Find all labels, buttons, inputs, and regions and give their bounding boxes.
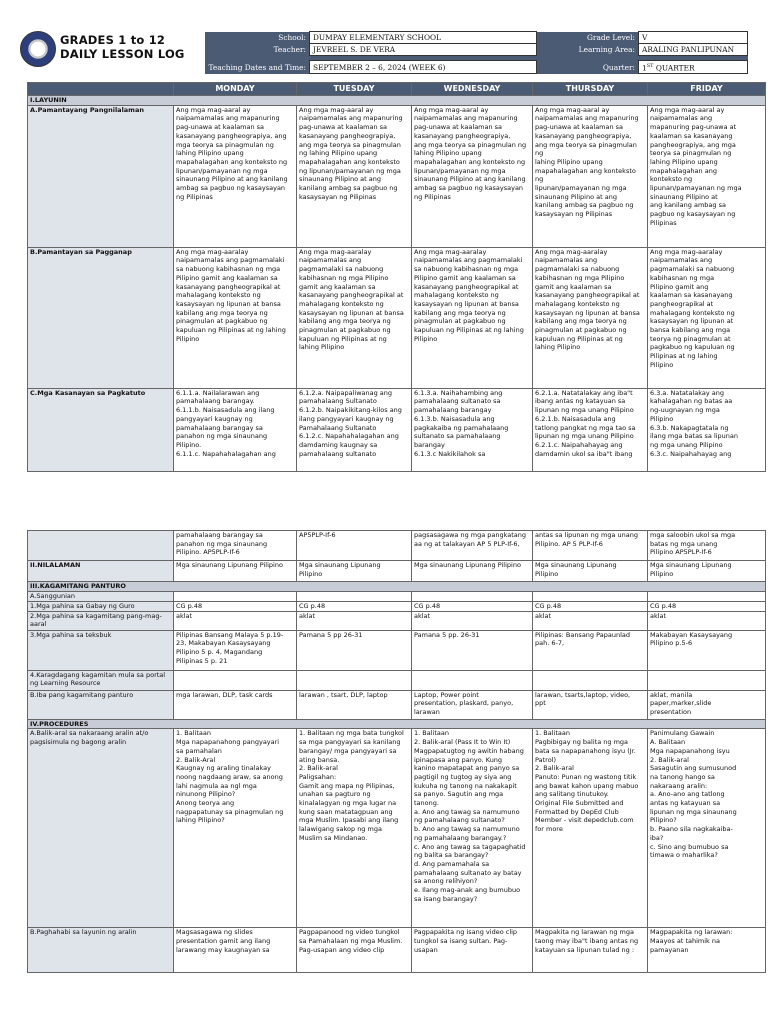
cell: Pilipinas: Bansang Papaunlad pah. 6-7, bbox=[533, 630, 648, 670]
cell: CG p.48 bbox=[533, 601, 648, 611]
header-info-grid bbox=[205, 31, 748, 74]
cell: Ang mga mag-aaralay naipamamalas ang pagmamalaki sa nabuong kabihasnan ng mga Pilipino gamit ang kaalaman sa kasanayang pangheograpikal at mahalagang konteksto ng kasaysayan ng lipunan at bansa kabilang ang mga teorya ng pinagmulan at pagkabuo ng kapuluan ng Pilipinas at ng lahing Pilipino bbox=[648, 247, 766, 388]
cell: larawan, tsarts,laptop, video, ppt bbox=[533, 690, 648, 719]
cell: Mga sinaunang Lipunang Pilipino bbox=[648, 561, 766, 582]
deped-seal-icon bbox=[20, 31, 56, 67]
cell: antas sa lipunan ng mga unang Pilipino. AP 5 PLP-If-6 bbox=[533, 531, 648, 561]
cell: Ang mga mag-aaral ay naipamamalas ang mapanuring pag-unawa at kaalaman sa kasanayang pangheograpiya, ang mga teorya sa pinagmulan ng lahing Pilipino upang mapahalagahan ang konteksto ng lipunan/pamayanan ng mga sinaunang Pilipino at ang kanilang ambag sa pagbuo ng kasaysayan ng Pilipinas bbox=[648, 105, 766, 247]
cell: Ang mga mag-aaral ay naipamamalas ang mapanuring pag-unawa at kaalaman sa kasanayang pangheograpiya, ang mga teorya sa pinagmulan ng lahing Pilipino upang mapahalagahan ang konteksto ng lipunan/pamayanan ng mga sinaunang Pilipino at ang kanilang ambag sa pagbuo ng kasaysayan ng Pilipinas bbox=[174, 105, 297, 247]
cell: 1. Balitaan Mga napapanahong pangyayari sa pamahalan 2. Balik-Aral Kaugnay ng araling tinalakay noong nagdaang araw, sa anong lahi nagmula aa ngl mga ninunong Pilipino? Anong teorya ang nagpapatunay sa pinagmulan ng lahing Pilipino? bbox=[174, 729, 297, 928]
row-balik-aral bbox=[28, 729, 766, 928]
page-1 bbox=[0, 0, 768, 484]
cell: 6.2.1.a. Natatalakay ang iba"t ibang antas ng katayuan sa lipunan ng mga unang Pilipino 6.2.1.b. Naisasadula ang tatlong pangkat ng mga tao sa lipunan ng mga unang Pilipino 6.2.1.c. Naipahahayag ang damdamin ukol sa iba"t ibang bbox=[533, 388, 648, 471]
cell: aklat, manila paper,marker,slide presentation bbox=[648, 690, 766, 719]
row-label: B.Paghahabi sa layunin ng aralin bbox=[28, 928, 174, 973]
cell: mga larawan, DLP, task cards bbox=[174, 690, 297, 719]
school-value: DUMPAY ELEMENTARY SCHOOL bbox=[310, 32, 537, 44]
row-label: 1.Mga pahina sa Gabay ng Guro bbox=[28, 601, 174, 611]
dates-value: SEPTEMBER 2 – 6, 2024 (WEEK 6) bbox=[310, 61, 537, 74]
day-wednesday: WEDNESDAY bbox=[412, 83, 533, 96]
grade-value: V bbox=[639, 32, 748, 44]
cell: aklat bbox=[533, 611, 648, 630]
cell: Pagpapakita ng isang video clip tungkol sa isang sultan. Pag- usapan bbox=[412, 928, 533, 973]
row-label bbox=[28, 531, 174, 561]
day-friday: FRIDAY bbox=[648, 83, 766, 96]
cell: pamahalaang barangay sa panahon ng mga sinaunang Pilipino. AP5PLP-If-6 bbox=[174, 531, 297, 561]
section-procedures: IV.PROCEDURES bbox=[28, 719, 766, 729]
cell: AP5PLP-If-6 bbox=[297, 531, 412, 561]
row-label: 3.Mga pahina sa teksbuk bbox=[28, 630, 174, 670]
cell: CG p.48 bbox=[648, 601, 766, 611]
cell: Mga sinaunang Lipunang Pilipino bbox=[412, 561, 533, 582]
quarter-value: 1ST QUARTER bbox=[639, 61, 748, 74]
row-label: A.Sanggunian bbox=[28, 591, 174, 601]
row-label: B.Iba pang kagamitang panturo bbox=[28, 690, 174, 719]
cell: Pamana 5 pp. 26-31 bbox=[412, 630, 533, 670]
cell: Mga sinaunang Lipunang Pilipino bbox=[297, 561, 412, 582]
section-layunin: I.LAYUNIN bbox=[28, 96, 766, 106]
row-kasanayan-sa-pagkatuto bbox=[28, 388, 766, 471]
cell: Magsasagawa ng slides presentation gamit ang ilang larawang may kaugnayan sa bbox=[174, 928, 297, 973]
teacher-label: Teacher: bbox=[205, 44, 310, 56]
section-kagamitang-panturo: III.KAGAMITANG PANTURO bbox=[28, 582, 766, 592]
cell: 6.1.3.a. Naihahambing ang pamahalaang sultanato sa pamahalaang barangay 6.1.3.b. Naisasadula ang pagkakaiba ng pamahalaang sultanato sa pamahalaang barangay 6.1.3.c Nakikilahok sa bbox=[412, 388, 533, 471]
area-label: Learning Area: bbox=[537, 44, 639, 56]
row-sanggunian bbox=[28, 591, 766, 601]
cell: 6.1.1.a. Nailalarawan ang pamahalaang barangay. 6.1.1.b. Naisasadula ang ilang pangyayari kaugnay ng pamahalaang barangay sa panahon ng mga sinaunang Pilipino. 6.1.1.c. Napahahalagahan ang bbox=[174, 388, 297, 471]
cell: Ang mga mag-aaral ay naipamamalas ang mapanuring pag-unawa at kaalaman sa kasanayang pangheograpiya, ang mga teorya sa pinagmulan ng lahing Pilipino upang mapahalagahan ang konteksto ng lipunan/pamayanan ng mga sinaunang Pilipino at ang kanilang ambag sa pagbuo ng kasaysayan ng Pilipinas bbox=[533, 105, 648, 247]
row-label: A.Balik-aral sa nakaraang aralin at/o pagsisimula ng bagong aralin bbox=[28, 729, 174, 928]
row-kasanayan-continued bbox=[28, 531, 766, 561]
lesson-table-page2 bbox=[27, 530, 766, 973]
teacher-value: JEVREEL S. DE VERA bbox=[310, 44, 537, 56]
cell: Ang mga mag-aaral ay naipamamalas ang mapanuring pag-unawa at kaalaman sa kasanayang pangheograpiya, ang mga teorya sa pinagmulan ng lahing Pilipino upang mapahalagahan ang konteksto ng lipunan/pamayanan ng mga sinaunang Pilipino at ang kanilang ambag sa pagbuo ng kasaysayan ng Pilipinas bbox=[297, 105, 412, 247]
header-title-line1: GRADES 1 to 12 bbox=[60, 33, 166, 47]
row-label: 2.Mga pahina sa kagamitang pang-mag-aaral bbox=[28, 611, 174, 630]
school-label: School: bbox=[205, 32, 310, 44]
cell: larawan , tsart, DLP, laptop bbox=[297, 690, 412, 719]
cell: pagsasagawa ng mga pangkatang aa ng at talakayan AP 5 PLP-If-6, bbox=[412, 531, 533, 561]
row-label: B.Pamantayan sa Pagganap bbox=[28, 247, 174, 388]
cell: Ang mga mag-aaral ay naipamamalas ang mapanuring pag-unawa at kaalaman sa kasanayang pangheograpiya, ang mga teorya sa pinagmulan ng lahing Pilipino upang mapahalagahan ang konteksto ng lipunan/pamayanan ng mga sinaunang Pilipino at ang kanilang ambag sa pagbuo ng kasaysayan ng Pilipinas bbox=[412, 105, 533, 247]
row-nilalaman bbox=[28, 561, 766, 582]
lesson-table-page1 bbox=[27, 82, 766, 472]
cell: mga saloobin ukol sa mga batas ng mga unang Pilipino AP5PLP-If-6 bbox=[648, 531, 766, 561]
row-karagdagang-kagamitan bbox=[28, 670, 766, 690]
cell: Pagpapanood ng video tungkol sa Pamahalaan ng mga Muslim. Pag-usapan ang video clip bbox=[297, 928, 412, 973]
cell: 6.3.a. Natatalakay ang kahalagahan ng batas aa ng-uugnayan ng mga Pilipino 6.3.b. Nakapagtatala ng ilang mga batas sa lipunan ng mga unang Pilipino 6.3.c. Naipahahayag ang bbox=[648, 388, 766, 471]
cell: Mga sinaunang Lipunang Pilipino bbox=[174, 561, 297, 582]
cell: Ang mga mag-aaralay naipamamalas ang pagmamalaki sa nabuong kabihasnan ng mga Pilipino gamit ang kaalaman sa kasanayang pangheograpikal at mahalagang konteksto ng kasaysayan ng lipunan at bansa kabilang ang mga teorya ng pinagmulan at pagkabuo ng kapuluan ng Pilipinas at ng lahing Pilipino bbox=[412, 247, 533, 388]
cell: 1. Balitaan ng mga bata tungkol sa mga pangyayari sa kanilang barangay/ mga pangyayari sa ating bansa. 2. Balik-aral Paligsahan: Gamit ang mapa ng Pilipinas, unahan sa pagturo ng kinalalagyan ng mga lugar na kung saan matatagpuan ang mga Muslim. Ipasabi ang ilang lalawigang sakop ng mga Muslim sa Mindanao. bbox=[297, 729, 412, 928]
cell: CG p.48 bbox=[174, 601, 297, 611]
cell: Mga sinaunang Lipunang Pilipino bbox=[533, 561, 648, 582]
day-tuesday: TUESDAY bbox=[297, 83, 412, 96]
cell: CG p.48 bbox=[412, 601, 533, 611]
row-teksbuk bbox=[28, 630, 766, 670]
cell: aklat bbox=[648, 611, 766, 630]
cell: Laptop, Power point presentation, plaskard, panyo, larawan bbox=[412, 690, 533, 719]
page-2 bbox=[0, 530, 768, 1024]
row-paghahabi bbox=[28, 928, 766, 973]
row-label: C.Mga Kasanayan sa Pagkatuto bbox=[28, 388, 174, 471]
day-monday: MONDAY bbox=[174, 83, 297, 96]
cell: 6.1.2.a. Naipapaliwanag ang pamahalaang Sultanato 6.1.2.b. Naipakikitang-kilos ang ilang pangyayari kaugnay ng Pamahalaang Sultanato 6.1.2.c. Napahahalagahan ang damdaming kaugnay sa pamahalaang sultanato bbox=[297, 388, 412, 471]
row-gabay-ng-guro bbox=[28, 601, 766, 611]
row-label: II.NILALAMAN bbox=[28, 561, 174, 582]
row-iba-pang-kagamitan bbox=[28, 690, 766, 719]
row-label: 4.Karagdagang kagamitan mula sa portal ng Learning Resource bbox=[28, 670, 174, 690]
cell: Ang mga mag-aaralay naipamamalas ang pagmamalaki sa nabuong kabihasnan ng mga Pilipino gamit ang kaalaman sa kasanayang pangheograpikal at mahalagang konteksto ng kasaysayan ng lipunan at bansa kabilang ang mga teorya ng pinagmulan at pagkabuo ng kapuluan ng Pilipinas at ng lahing Pilipino bbox=[297, 247, 412, 388]
day-header-row bbox=[28, 83, 766, 96]
row-label: A.Pamantayang Pangnilalaman bbox=[28, 105, 174, 247]
cell: Makabayan Kasaysayang Pilipino p.5-6 bbox=[648, 630, 766, 670]
cell: Magpapakita ng larawan: Maayos at tahimik na pamayanan bbox=[648, 928, 766, 973]
cell: aklat bbox=[297, 611, 412, 630]
dates-label: Teaching Dates and Time: bbox=[205, 61, 310, 74]
cell: aklat bbox=[412, 611, 533, 630]
row-kagamitang-pang-mag-aaral bbox=[28, 611, 766, 630]
row-pamantayan-sa-pagganap bbox=[28, 247, 766, 388]
blank-header bbox=[28, 83, 174, 96]
quarter-label: Quarter: bbox=[537, 61, 639, 74]
cell: 1. Balitaan 2. Balik-aral (Pass It to Win It) Magpapatugtog ng awitin habang ipinapasa ang panyo. Kung kanino mapatapat ang panyo sa pagtigil ng tugtog ay siya ang kukuha ng tanong na nakakapit sa panyo. Sagutin ang mga tanong. a. Ano ang tawag sa namumuno ng pamahalaang sultanato? b. Ano ang tawag sa namumuno ng pamahalaang barangay.? c. Ano ang tawag sa tagapaghatid ng balita sa barangay? d. Ang pamamahala sa pamahalaang sultanato ay batay sa anong relihiyon? e. Ilang mag-anak ang bumubuo sa isang barangay? bbox=[412, 729, 533, 928]
cell: Pilipinas Bansang Malaya 5 p.19- 23, Makabayan Kasaysayang Pilipino 5 p. 4, Magandang Pilipinas 5 p. 21 bbox=[174, 630, 297, 670]
day-thursday: THURSDAY bbox=[533, 83, 648, 96]
cell: CG p.48 bbox=[297, 601, 412, 611]
area-value: ARALING PANLIPUNAN bbox=[639, 44, 748, 56]
cell: Ang mga mag-aaralay naipamamalas ang pagmamalaki sa nabuong kabihasnan ng mga Pilipino gamit ang kaalaman sa kasanayang pangheograpikal at mahalagang konteksto ng kasaysayan ng lipunan at bansa kabilang ang mga teorya ng pinagmulan at pagkabuo ng kapuluan ng Pilipinas at ng lahing Pilipino bbox=[174, 247, 297, 388]
cell: Pamana 5 pp 26-31 bbox=[297, 630, 412, 670]
row-pamantayang-pangnilalaman bbox=[28, 105, 766, 247]
cell: Panimulang Gawain A. Balitaan Mga napapanahong isyu 2. Balik-aral Sasagutin ang sumusunod na tanong hango sa nakaraang aralin: a. Ano-ano ang tatlong antas ng katayuan sa lipunan ng mga sinaunang Pilipino? b. Paano sila nagkakaiba- iba? c. Sino ang bumubuo sa timawa o maharlika? bbox=[648, 729, 766, 928]
grade-label: Grade Level: bbox=[537, 32, 639, 44]
cell: aklat bbox=[174, 611, 297, 630]
cell: 1. Balitaan Pagbibigay ng balita ng mga bata sa napapanahong isyu (Jr. Patrol) 2. Balik-aral Panuto: Punan ng wastong titik ang bawat kahon upang mabuo ang salitang tinutukoy. Original File Submitted and Formatted by DepEd Club Member - visit depedclub.com for more bbox=[533, 729, 648, 928]
cell: Magpakita ng larawan ng mga taong may iba"t ibang antas ng katayuan sa lipunan tulad ng : bbox=[533, 928, 648, 973]
header-title-line2: DAILY LESSON LOG bbox=[60, 47, 185, 61]
cell: Ang mga mag-aaralay naipamamalas ang pagmamalaki sa nabuong kabihasnan ng mga Pilipino gamit ang kaalaman sa kasanayang pangheograpikal at mahalagang konteksto ng kasaysayan ng lipunan at bansa kabilang ang mga teorya ng pinagmulan at pagkabuo ng kapuluan ng Pilipinas at ng lahing Pilipino bbox=[533, 247, 648, 388]
